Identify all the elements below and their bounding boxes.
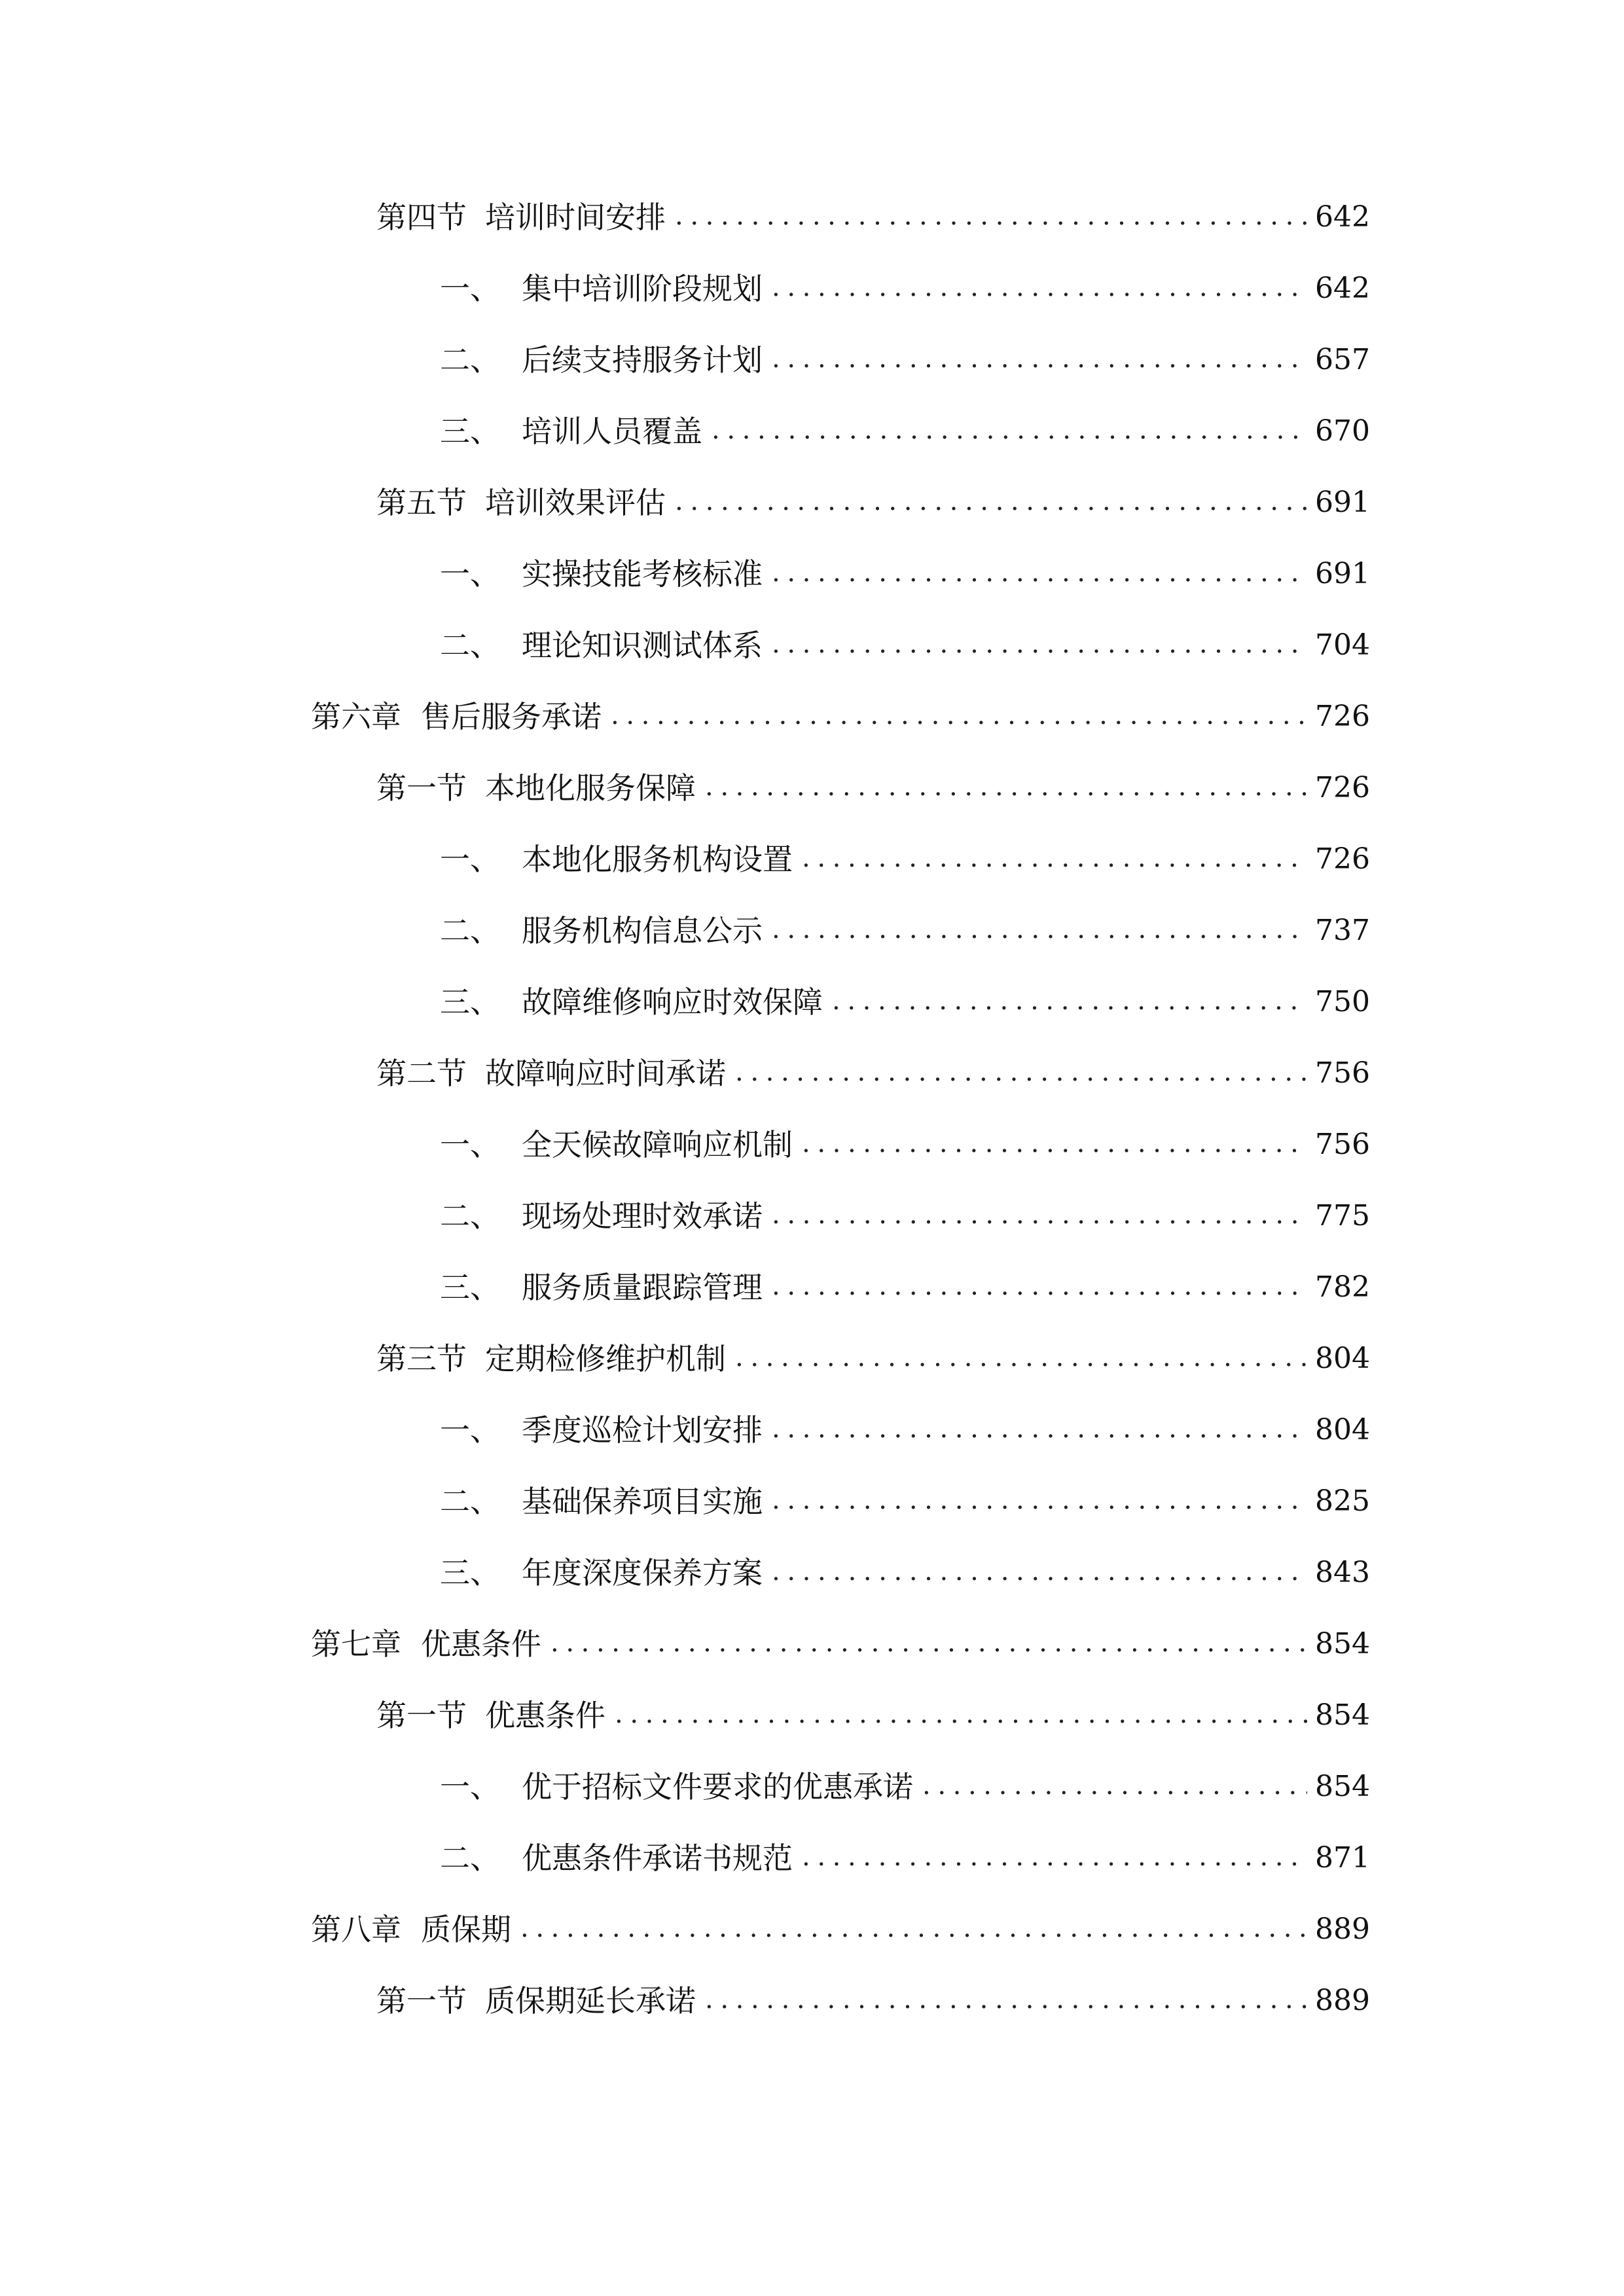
entry-page-number: 642 (1315, 272, 1370, 305)
entry-number: 三、 (440, 414, 500, 449)
entry-page-number: 804 (1315, 1413, 1370, 1446)
dot-leader (802, 832, 1307, 884)
toc-entry[interactable] (376, 476, 1370, 529)
entry-number: 一、 (440, 1127, 500, 1162)
dot-leader (772, 1260, 1307, 1312)
entry-title: 本地化服务机构设置 (522, 842, 793, 877)
entry-title: 优惠条件 (421, 1626, 541, 1662)
entry-title: 现场处理时效承诺 (522, 1198, 763, 1234)
toc-entry[interactable] (376, 762, 1370, 814)
toc-entry[interactable] (440, 1475, 1370, 1528)
dot-leader (735, 1331, 1307, 1384)
toc-entry[interactable] (440, 1547, 1370, 1599)
entry-title: 质保期延长承诺 (485, 1983, 696, 2018)
dot-leader (772, 903, 1307, 956)
toc-entry[interactable] (440, 1190, 1370, 1242)
toc-entry[interactable] (311, 1903, 1370, 1956)
entry-page-number: 642 (1315, 200, 1370, 234)
entry-page-number: 691 (1315, 486, 1370, 519)
entry-page-number: 871 (1315, 1841, 1370, 1874)
entry-number: 第四节 (376, 200, 467, 235)
entry-number: 二、 (440, 1840, 500, 1876)
entry-number: 三、 (440, 1555, 500, 1590)
toc-entry[interactable] (376, 191, 1370, 243)
entry-title: 基础保养项目实施 (522, 1484, 763, 1519)
entry-page-number: 804 (1315, 1342, 1370, 1375)
entry-title: 服务质量跟踪管理 (522, 1270, 763, 1305)
toc-entry[interactable] (440, 1761, 1370, 1813)
dot-leader (772, 332, 1307, 385)
entry-number: 二、 (440, 342, 500, 378)
entry-number: 第一节 (376, 770, 467, 806)
entry-number: 三、 (440, 1270, 500, 1305)
entry-page-number: 854 (1315, 1698, 1370, 1732)
toc-entry[interactable] (440, 262, 1370, 315)
dot-leader (832, 975, 1307, 1027)
toc-entry[interactable] (440, 548, 1370, 600)
dot-leader (675, 475, 1307, 528)
toc-entry[interactable] (440, 405, 1370, 457)
entry-page-number: 704 (1315, 628, 1370, 662)
entry-title: 本地化服务保障 (485, 770, 696, 806)
dot-leader (675, 190, 1307, 242)
dot-leader (772, 1545, 1307, 1598)
entry-title: 质保期 (421, 1912, 511, 1947)
entry-number: 一、 (440, 842, 500, 877)
entry-title: 服务机构信息公示 (522, 913, 763, 948)
entry-title: 年度深度保养方案 (522, 1555, 763, 1590)
entry-page-number: 889 (1315, 1984, 1370, 2017)
entry-number: 一、 (440, 1412, 500, 1448)
entry-number: 二、 (440, 1484, 500, 1519)
entry-page-number: 782 (1315, 1270, 1370, 1304)
toc-entry[interactable] (440, 1404, 1370, 1456)
entry-title: 培训人员覆盖 (522, 414, 702, 449)
dot-leader (772, 1189, 1307, 1241)
entry-page-number: 737 (1315, 914, 1370, 947)
entry-page-number: 657 (1315, 343, 1370, 376)
toc-entry[interactable] (440, 1119, 1370, 1171)
dot-leader (705, 1973, 1307, 2026)
entry-number: 第五节 (376, 485, 467, 520)
toc-entry[interactable] (440, 833, 1370, 886)
entry-number: 二、 (440, 913, 500, 948)
entry-title: 季度巡检计划安排 (522, 1412, 763, 1448)
entry-title: 培训效果评估 (485, 485, 666, 520)
entry-page-number: 889 (1315, 1912, 1370, 1946)
entry-number: 二、 (440, 1198, 500, 1234)
entry-page-number: 756 (1315, 1056, 1370, 1090)
entry-title: 集中培训阶段规划 (522, 271, 763, 306)
dot-leader (611, 689, 1307, 742)
entry-number: 第八章 (311, 1912, 401, 1947)
toc-entry[interactable] (440, 976, 1370, 1028)
entry-page-number: 750 (1315, 985, 1370, 1018)
entry-page-number: 825 (1315, 1484, 1370, 1518)
toc-entry[interactable] (440, 619, 1370, 672)
entry-page-number: 726 (1315, 700, 1370, 733)
toc-entry[interactable] (440, 1261, 1370, 1314)
entry-title: 优惠条件承诺书规范 (522, 1840, 793, 1876)
dot-leader (735, 1046, 1307, 1098)
toc-entry[interactable] (376, 1047, 1370, 1100)
entry-page-number: 670 (1315, 414, 1370, 448)
entry-number: 三、 (440, 984, 500, 1020)
entry-page-number: 843 (1315, 1556, 1370, 1589)
dot-leader (772, 1474, 1307, 1526)
entry-number: 第一节 (376, 1983, 467, 2018)
toc-entry[interactable] (376, 1333, 1370, 1385)
entry-title: 实操技能考核标准 (522, 556, 763, 592)
entry-number: 一、 (440, 271, 500, 306)
entry-title: 理论知识测试体系 (522, 628, 763, 663)
entry-number: 第一节 (376, 1698, 467, 1733)
entry-title: 故障维修响应时效保障 (522, 984, 823, 1020)
entry-number: 第二节 (376, 1056, 467, 1091)
entry-number: 第六章 (311, 699, 401, 734)
toc-entry[interactable] (440, 1832, 1370, 1884)
dot-leader (520, 1902, 1307, 1954)
entry-page-number: 691 (1315, 557, 1370, 590)
entry-title: 售后服务承诺 (421, 699, 602, 734)
entry-title: 优于招标文件要求的优惠承诺 (522, 1769, 913, 1804)
entry-page-number: 854 (1315, 1770, 1370, 1803)
dot-leader (772, 1403, 1307, 1455)
entry-number: 第三节 (376, 1341, 467, 1376)
dot-leader (772, 547, 1307, 599)
entry-title: 培训时间安排 (485, 200, 666, 235)
dot-leader (550, 1617, 1307, 1669)
entry-page-number: 756 (1315, 1128, 1370, 1161)
dot-leader (615, 1688, 1307, 1740)
dot-leader (772, 261, 1307, 314)
toc-entry[interactable] (376, 1689, 1370, 1742)
entry-number: 一、 (440, 556, 500, 592)
entry-title: 优惠条件 (485, 1698, 605, 1733)
dot-leader (802, 1117, 1307, 1170)
dot-leader (772, 618, 1307, 670)
entry-number: 二、 (440, 628, 500, 663)
toc-entry[interactable] (311, 691, 1370, 743)
toc-entry[interactable] (440, 334, 1370, 386)
entry-page-number: 726 (1315, 842, 1370, 876)
dot-leader (802, 1831, 1307, 1883)
entry-page-number: 854 (1315, 1627, 1370, 1660)
entry-page-number: 726 (1315, 771, 1370, 804)
entry-number: 一、 (440, 1769, 500, 1804)
entry-title: 定期检修维护机制 (485, 1341, 726, 1376)
dot-leader (705, 761, 1307, 813)
entry-title: 后续支持服务计划 (522, 342, 763, 378)
dot-leader (712, 404, 1307, 456)
toc-entry[interactable] (376, 1975, 1370, 2027)
entry-page-number: 775 (1315, 1199, 1370, 1232)
dot-leader (922, 1759, 1307, 1812)
toc-entry[interactable] (311, 1618, 1370, 1670)
toc-entry[interactable] (440, 905, 1370, 957)
entry-title: 全天候故障响应机制 (522, 1127, 793, 1162)
entry-number: 第七章 (311, 1626, 401, 1662)
entry-title: 故障响应时间承诺 (485, 1056, 726, 1091)
